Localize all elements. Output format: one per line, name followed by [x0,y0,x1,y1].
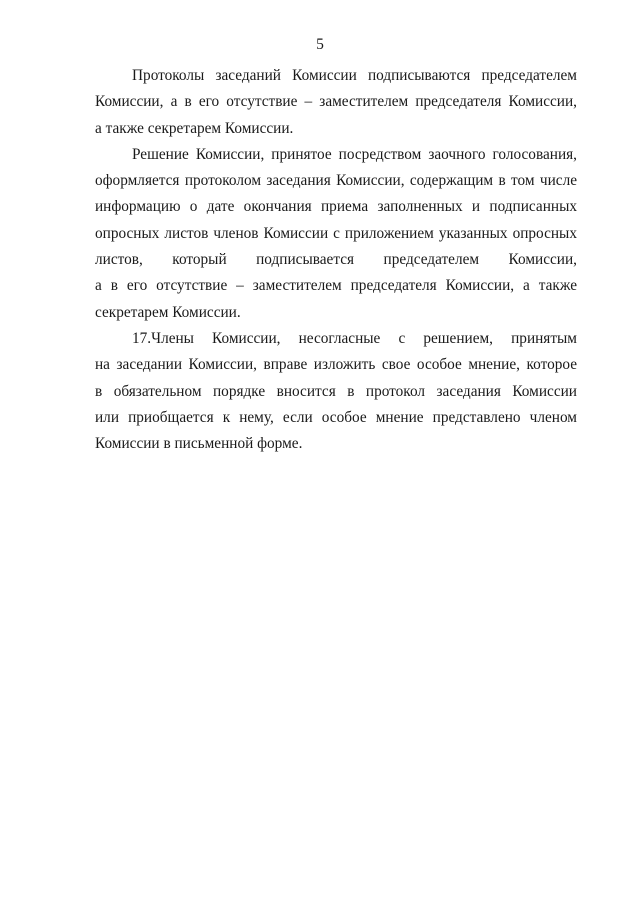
text-line: 17.Члены Комиссии, несогласные с решением, принятым [132,329,577,347]
text-line: а в его отсутствие – заместителем председателя Комиссии, а также [95,277,577,295]
paragraph-17-dissenting-opinion [95,326,577,457]
text-line: на заседании Комиссии, вправе изложить свое особое мнение, которое [95,356,577,374]
text-line: листов, который подписывается председателем Комиссии, [95,251,577,269]
text-line: а также секретарем Комиссии. [95,119,294,137]
text-line: Комиссии в письменной форме. [95,435,303,453]
text-line: Протоколы заседаний Комиссии подписываются председателем [132,67,577,84]
text-line: или приобщается к нему, если особое мнение представлено членом [95,408,577,426]
text-line: опросных листов членов Комиссии с приложением указанных опросных [95,224,577,242]
text-line: оформляется протоколом заседания Комиссии, содержащим в том числе [95,172,577,190]
paragraph-signing [95,63,577,142]
text-line: информацию о дате окончания приема заполненных и подписанных [95,198,577,216]
text-line: в обязательном порядке вносится в протокол заседания Комиссии [95,382,577,400]
page-number: 5 [316,36,324,53]
document-body [95,63,577,457]
text-line: Решение Комиссии, принятое посредством заочного голосования, [132,145,577,163]
text-line: Комиссии, а в его отсутствие – заместителем председателя Комиссии, [95,93,577,111]
text-line: секретарем Комиссии. [95,303,241,321]
paragraph-absentee-vote [95,142,577,326]
